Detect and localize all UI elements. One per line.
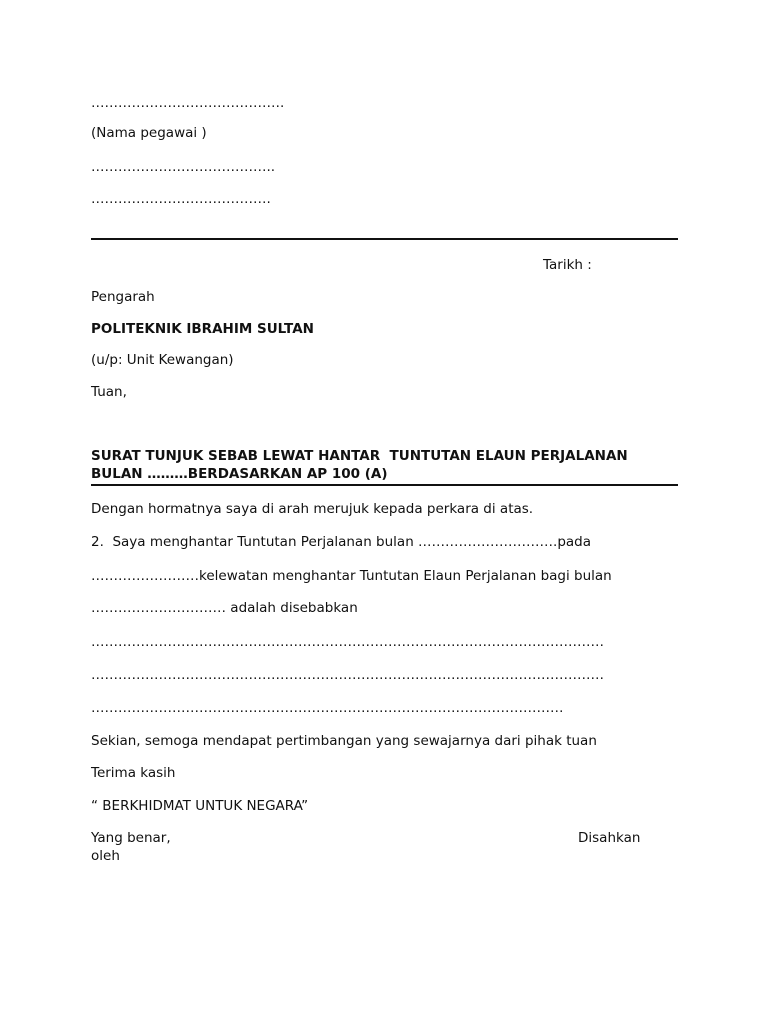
recipient-title: Pengarah [91,289,155,305]
sender-name-dots: ……………………………………. [91,95,285,111]
date-label: Tarikh : [543,257,592,273]
motto: “ BERKHIDMAT UNTUK NEGARA” [91,798,309,814]
sincerely: Yang benar, [91,830,171,846]
paragraph-2-line-2: ……………………kelewatan menghantar Tuntutan Elaun Perjalanan bagi bulan [91,568,612,584]
header-divider [91,238,678,240]
paragraph-2-line-3: ………………………… adalah disebabkan [91,600,358,616]
recipient-institution: POLITEKNIK IBRAHIM SULTAN [91,321,314,337]
sender-address-dots-1: ………………………………….. [91,159,276,175]
subject-line-1: SURAT TUNJUK SEBAB LEWAT HANTAR TUNTUTAN ELAUN PERJALANAN [91,448,628,464]
reason-dots-1: …………………………………………………………………………………………………… [91,634,604,650]
thanks: Terima kasih [91,765,176,781]
salutation: Tuan, [91,384,127,400]
approved-by-label-continued: oleh [91,848,120,864]
subject-line-2: BULAN ………BERDASARKAN AP 100 (A) [91,466,388,482]
subject-divider [91,484,678,486]
sender-name-label: (Nama pegawai ) [91,125,207,141]
sender-address-dots-2: …………………………………. [91,191,271,207]
approved-by-label: Disahkan [578,830,641,846]
recipient-attention: (u/p: Unit Kewangan) [91,352,234,368]
opening-sentence: Dengan hormatnya saya di arah merujuk kepada perkara di atas. [91,501,534,517]
closing-remark: Sekian, semoga mendapat pertimbangan yang sewajarnya dari pihak tuan [91,733,597,749]
reason-dots-2: …………………………………………………………………………………………………… [91,667,604,683]
reason-dots-3: …………………………………………………………………………………………… [91,700,564,716]
paragraph-2-line-1: 2. Saya menghantar Tuntutan Perjalanan bulan ………………………….pada [91,534,592,550]
